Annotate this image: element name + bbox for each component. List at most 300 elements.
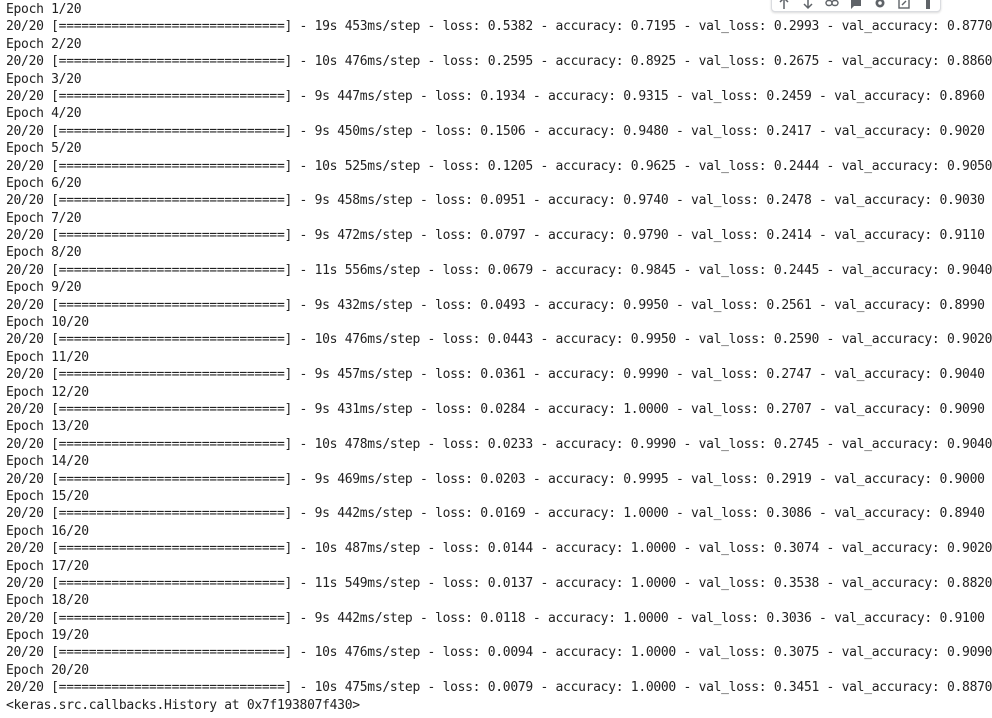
epoch-header: Epoch 7/20 <box>6 210 82 226</box>
loss-label: loss: <box>442 541 488 557</box>
val-loss-value: 0.2561 <box>766 297 812 313</box>
val-accuracy-value: 0.8990 <box>939 297 985 313</box>
val-accuracy-label: val_accuracy: <box>834 610 940 626</box>
accuracy-label: accuracy: <box>555 436 631 452</box>
val-loss-value: 0.2417 <box>766 123 812 139</box>
accuracy-value: 0.9990 <box>623 367 669 383</box>
step-time: 9s 472ms/step <box>314 228 413 244</box>
separator: - <box>292 193 315 209</box>
step-time: 10s 475ms/step <box>314 680 420 696</box>
separator: - <box>419 54 443 70</box>
separator: - <box>675 575 699 591</box>
accuracy-label: accuracy: <box>548 471 624 487</box>
separator: - <box>532 262 556 278</box>
separator: - <box>819 680 842 696</box>
separator: - <box>819 158 842 174</box>
loss-label: loss: <box>435 367 481 383</box>
val-loss-value: 0.2478 <box>766 193 812 209</box>
epoch-step-line <box>6 575 992 592</box>
val-loss-label: val_loss: <box>691 88 767 104</box>
epoch-header: Epoch 15/20 <box>6 488 89 504</box>
loss-label: loss: <box>435 610 481 626</box>
separator: - <box>292 262 315 278</box>
loss-value: 0.0951 <box>480 193 526 209</box>
accuracy-value: 0.9950 <box>623 297 669 313</box>
separator: - <box>525 471 548 487</box>
val-accuracy-value: 0.9020 <box>946 332 992 348</box>
separator: - <box>819 436 842 452</box>
epoch-step-line <box>6 262 992 279</box>
separator: - <box>419 19 443 35</box>
accuracy-value: 1.0000 <box>630 575 676 591</box>
separator: - <box>819 645 842 661</box>
val-accuracy-label: val_accuracy: <box>841 158 947 174</box>
val-accuracy-label: val_accuracy: <box>841 332 947 348</box>
accuracy-value: 1.0000 <box>630 645 676 661</box>
separator: - <box>412 610 436 626</box>
val-loss-value: 0.2459 <box>766 88 812 104</box>
val-loss-value: 0.3075 <box>773 645 820 661</box>
separator: - <box>292 575 315 591</box>
step-time: 9s 469ms/step <box>314 471 413 487</box>
separator: - <box>668 367 692 383</box>
separator: - <box>532 436 556 452</box>
progress-bar: 20/20 [==============================] <box>6 332 293 348</box>
progress-bar: 20/20 [==============================] <box>6 541 293 557</box>
separator: - <box>532 575 556 591</box>
separator: - <box>292 506 315 522</box>
separator: - <box>412 88 436 104</box>
separator: - <box>811 297 835 313</box>
separator: - <box>811 471 835 487</box>
val-accuracy-value: 0.9050 <box>946 158 992 174</box>
separator: - <box>525 610 548 626</box>
progress-bar: 20/20 [==============================] <box>6 471 293 487</box>
epoch-header: Epoch 8/20 <box>6 245 82 261</box>
step-time: 9s 457ms/step <box>314 367 413 383</box>
val-accuracy-value: 0.9040 <box>939 367 985 383</box>
val-accuracy-value: 0.9110 <box>939 228 985 244</box>
separator: - <box>412 471 436 487</box>
separator: - <box>292 54 315 70</box>
val-accuracy-label: val_accuracy: <box>841 262 947 278</box>
val-accuracy-label: val_accuracy: <box>834 88 940 104</box>
val-loss-label: val_loss: <box>691 401 767 417</box>
step-time: 9s 458ms/step <box>314 193 413 209</box>
separator: - <box>811 123 835 139</box>
loss-label: loss: <box>435 297 481 313</box>
separator: - <box>675 158 699 174</box>
loss-label: loss: <box>435 401 481 417</box>
separator: - <box>668 401 692 417</box>
separator: - <box>811 610 835 626</box>
loss-label: loss: <box>435 193 481 209</box>
epoch-step-line <box>6 540 992 557</box>
accuracy-label: accuracy: <box>548 123 624 139</box>
accuracy-label: accuracy: <box>548 297 624 313</box>
separator: - <box>412 193 436 209</box>
progress-bar: 20/20 [==============================] <box>6 19 293 35</box>
epoch-step-line <box>6 158 992 175</box>
val-accuracy-value: 0.9020 <box>939 123 985 139</box>
loss-value: 0.1205 <box>487 158 533 174</box>
result-repr: <keras.src.callbacks.History at 0x7f193807f430> <box>6 697 360 713</box>
accuracy-value: 0.7195 <box>630 19 676 35</box>
separator: - <box>532 54 556 70</box>
val-loss-label: val_loss: <box>691 610 767 626</box>
loss-value: 0.2595 <box>487 54 533 70</box>
epoch-header: Epoch 20/20 <box>6 662 89 678</box>
loss-label: loss: <box>442 332 488 348</box>
separator: - <box>419 158 443 174</box>
separator: - <box>532 645 556 661</box>
val-accuracy-value: 0.9090 <box>939 401 985 417</box>
epoch-header: Epoch 5/20 <box>6 141 82 157</box>
val-loss-value: 0.3451 <box>773 680 820 696</box>
epoch-step-line <box>6 366 985 383</box>
progress-bar: 20/20 [==============================] <box>6 506 293 522</box>
progress-bar: 20/20 [==============================] <box>6 436 293 452</box>
loss-value: 0.1934 <box>480 88 526 104</box>
separator: - <box>419 541 443 557</box>
val-accuracy-value: 0.9090 <box>946 645 992 661</box>
separator: - <box>412 401 436 417</box>
accuracy-value: 0.9740 <box>623 193 669 209</box>
val-loss-value: 0.2745 <box>773 436 820 452</box>
loss-label: loss: <box>442 19 488 35</box>
loss-label: loss: <box>442 645 488 661</box>
val-loss-label: val_loss: <box>698 680 774 696</box>
val-loss-label: val_loss: <box>691 193 767 209</box>
loss-value: 0.0361 <box>480 367 526 383</box>
val-accuracy-label: val_accuracy: <box>841 54 947 70</box>
separator: - <box>811 401 835 417</box>
val-accuracy-value: 0.9000 <box>939 471 985 487</box>
cell-output <box>6 1 992 714</box>
val-loss-value: 0.3538 <box>773 575 820 591</box>
separator: - <box>292 158 315 174</box>
val-loss-label: val_loss: <box>698 158 774 174</box>
separator: - <box>819 332 842 348</box>
step-time: 19s 453ms/step <box>314 19 420 35</box>
accuracy-value: 0.8925 <box>630 54 676 70</box>
separator: - <box>668 193 692 209</box>
val-accuracy-label: val_accuracy: <box>834 228 940 244</box>
val-loss-value: 0.2590 <box>773 332 820 348</box>
val-accuracy-label: val_accuracy: <box>834 367 940 383</box>
separator: - <box>819 54 842 70</box>
accuracy-label: accuracy: <box>555 332 631 348</box>
val-accuracy-value: 0.9040 <box>946 436 992 452</box>
loss-value: 0.0233 <box>487 436 533 452</box>
val-accuracy-label: val_accuracy: <box>834 471 940 487</box>
separator: - <box>419 575 443 591</box>
loss-value: 0.0203 <box>480 471 526 487</box>
progress-bar: 20/20 [==============================] <box>6 645 293 661</box>
val-loss-label: val_loss: <box>698 436 774 452</box>
loss-value: 0.0118 <box>480 610 526 626</box>
epoch-step-line <box>6 123 985 140</box>
val-loss-label: val_loss: <box>698 575 774 591</box>
epoch-step-line <box>6 53 992 70</box>
separator: - <box>532 332 556 348</box>
separator: - <box>811 193 835 209</box>
epoch-step-line <box>6 679 992 696</box>
separator: - <box>525 228 548 244</box>
accuracy-label: accuracy: <box>548 193 624 209</box>
epoch-step-line <box>6 297 985 314</box>
val-loss-label: val_loss: <box>691 123 767 139</box>
step-time: 9s 450ms/step <box>314 123 413 139</box>
step-time: 11s 549ms/step <box>314 575 420 591</box>
val-loss-value: 0.2445 <box>773 262 820 278</box>
epoch-header: Epoch 13/20 <box>6 419 89 435</box>
val-accuracy-label: val_accuracy: <box>841 19 947 35</box>
separator: - <box>525 367 548 383</box>
val-accuracy-label: val_accuracy: <box>834 401 940 417</box>
separator: - <box>419 680 443 696</box>
separator: - <box>532 680 556 696</box>
accuracy-label: accuracy: <box>555 19 631 35</box>
val-loss-label: val_loss: <box>691 228 767 244</box>
accuracy-label: accuracy: <box>555 680 631 696</box>
separator: - <box>412 297 436 313</box>
val-loss-value: 0.2675 <box>773 54 820 70</box>
epoch-header: Epoch 16/20 <box>6 523 89 539</box>
separator: - <box>811 367 835 383</box>
step-time: 9s 447ms/step <box>314 88 413 104</box>
step-time: 10s 476ms/step <box>314 54 420 70</box>
val-loss-label: val_loss: <box>698 541 774 557</box>
epoch-header: Epoch 3/20 <box>6 71 82 87</box>
loss-value: 0.0443 <box>487 332 533 348</box>
accuracy-value: 0.9990 <box>630 436 676 452</box>
separator: - <box>412 123 436 139</box>
val-accuracy-label: val_accuracy: <box>834 123 940 139</box>
val-accuracy-value: 0.9100 <box>939 610 985 626</box>
val-loss-value: 0.3074 <box>773 541 820 557</box>
epoch-step-line <box>6 331 992 348</box>
epoch-step-line <box>6 644 992 661</box>
separator: - <box>532 541 556 557</box>
val-loss-label: val_loss: <box>691 471 767 487</box>
separator: - <box>525 88 548 104</box>
val-loss-value: 0.2993 <box>773 19 820 35</box>
accuracy-label: accuracy: <box>548 506 624 522</box>
val-loss-label: val_loss: <box>698 262 774 278</box>
loss-value: 0.0144 <box>487 541 533 557</box>
loss-label: loss: <box>442 54 488 70</box>
accuracy-value: 1.0000 <box>623 610 669 626</box>
loss-value: 0.0679 <box>487 262 533 278</box>
epoch-step-line <box>6 88 985 105</box>
separator: - <box>668 297 692 313</box>
val-accuracy-value: 0.8770 <box>946 19 992 35</box>
val-accuracy-value: 0.8860 <box>946 54 992 70</box>
progress-bar: 20/20 [==============================] <box>6 297 293 313</box>
accuracy-value: 0.9625 <box>630 158 676 174</box>
epoch-header: Epoch 12/20 <box>6 384 89 400</box>
separator: - <box>668 506 692 522</box>
separator: - <box>675 436 699 452</box>
accuracy-label: accuracy: <box>555 262 631 278</box>
epoch-header: Epoch 2/20 <box>6 36 82 52</box>
progress-bar: 20/20 [==============================] <box>6 193 293 209</box>
accuracy-label: accuracy: <box>555 575 631 591</box>
accuracy-value: 1.0000 <box>623 506 669 522</box>
separator: - <box>525 506 548 522</box>
accuracy-value: 0.9845 <box>630 262 676 278</box>
progress-bar: 20/20 [==============================] <box>6 680 293 696</box>
separator: - <box>675 19 699 35</box>
epoch-step-line <box>6 192 985 209</box>
separator: - <box>525 123 548 139</box>
epoch-header: Epoch 4/20 <box>6 106 82 122</box>
step-time: 9s 431ms/step <box>314 401 413 417</box>
val-accuracy-value: 0.8960 <box>939 88 985 104</box>
separator: - <box>292 88 315 104</box>
val-accuracy-label: val_accuracy: <box>841 645 947 661</box>
separator: - <box>675 680 699 696</box>
val-loss-label: val_loss: <box>698 332 774 348</box>
separator: - <box>292 645 315 661</box>
separator: - <box>668 88 692 104</box>
separator: - <box>819 262 842 278</box>
step-time: 10s 476ms/step <box>314 332 420 348</box>
val-loss-label: val_loss: <box>691 297 767 313</box>
accuracy-label: accuracy: <box>555 645 631 661</box>
separator: - <box>819 541 842 557</box>
separator: - <box>412 367 436 383</box>
progress-bar: 20/20 [==============================] <box>6 262 293 278</box>
separator: - <box>419 436 443 452</box>
epoch-step-line <box>6 401 985 418</box>
val-loss-value: 0.3036 <box>766 610 812 626</box>
progress-bar: 20/20 [==============================] <box>6 575 293 591</box>
accuracy-value: 0.9950 <box>630 332 676 348</box>
separator: - <box>292 541 315 557</box>
val-accuracy-value: 0.8940 <box>939 506 985 522</box>
val-accuracy-value: 0.8870 <box>946 680 992 696</box>
separator: - <box>292 471 315 487</box>
separator: - <box>811 228 835 244</box>
epoch-header: Epoch 1/20 <box>6 2 82 17</box>
accuracy-value: 0.9995 <box>623 471 669 487</box>
loss-value: 0.0493 <box>480 297 526 313</box>
val-loss-value: 0.2414 <box>766 228 812 244</box>
val-accuracy-value: 0.9040 <box>946 262 992 278</box>
separator: - <box>412 506 436 522</box>
val-accuracy-value: 0.8820 <box>946 575 992 591</box>
loss-label: loss: <box>435 471 481 487</box>
loss-label: loss: <box>442 262 488 278</box>
epoch-step-line <box>6 505 985 522</box>
step-time: 10s 525ms/step <box>314 158 420 174</box>
progress-bar: 20/20 [==============================] <box>6 88 293 104</box>
epoch-header: Epoch 10/20 <box>6 315 89 331</box>
epoch-header: Epoch 19/20 <box>6 628 89 644</box>
separator: - <box>525 297 548 313</box>
loss-label: loss: <box>435 88 481 104</box>
loss-value: 0.1506 <box>480 123 526 139</box>
val-accuracy-label: val_accuracy: <box>841 436 947 452</box>
epoch-header: Epoch 18/20 <box>6 593 89 609</box>
separator: - <box>675 645 699 661</box>
epoch-header: Epoch 17/20 <box>6 558 89 574</box>
loss-value: 0.0094 <box>487 645 533 661</box>
separator: - <box>525 401 548 417</box>
accuracy-value: 1.0000 <box>630 541 676 557</box>
progress-bar: 20/20 [==============================] <box>6 123 293 139</box>
loss-value: 0.0079 <box>487 680 533 696</box>
separator: - <box>292 367 315 383</box>
progress-bar: 20/20 [==============================] <box>6 610 293 626</box>
separator: - <box>819 19 842 35</box>
separator: - <box>811 506 835 522</box>
progress-bar: 20/20 [==============================] <box>6 158 293 174</box>
val-accuracy-label: val_accuracy: <box>834 297 940 313</box>
val-loss-label: val_loss: <box>691 506 767 522</box>
accuracy-label: accuracy: <box>548 367 624 383</box>
val-accuracy-label: val_accuracy: <box>841 680 947 696</box>
separator: - <box>668 228 692 244</box>
separator: - <box>292 401 315 417</box>
epoch-step-line <box>6 18 992 35</box>
progress-bar: 20/20 [==============================] <box>6 401 293 417</box>
accuracy-label: accuracy: <box>555 541 631 557</box>
progress-bar: 20/20 [==============================] <box>6 54 293 70</box>
accuracy-value: 0.9315 <box>623 88 669 104</box>
separator: - <box>292 610 315 626</box>
accuracy-value: 0.9480 <box>623 123 669 139</box>
separator: - <box>292 123 315 139</box>
separator: - <box>675 332 699 348</box>
loss-label: loss: <box>442 436 488 452</box>
val-loss-label: val_loss: <box>698 645 774 661</box>
val-accuracy-value: 0.9030 <box>939 193 985 209</box>
separator: - <box>668 123 692 139</box>
val-loss-value: 0.2444 <box>773 158 820 174</box>
epoch-header: Epoch 6/20 <box>6 175 82 191</box>
val-accuracy-value: 0.9020 <box>946 541 992 557</box>
loss-label: loss: <box>442 680 488 696</box>
step-time: 9s 442ms/step <box>314 610 413 626</box>
separator: - <box>675 54 699 70</box>
separator: - <box>292 297 315 313</box>
separator: - <box>532 158 556 174</box>
loss-label: loss: <box>442 158 488 174</box>
val-loss-label: val_loss: <box>691 367 767 383</box>
loss-label: loss: <box>435 123 481 139</box>
step-time: 9s 432ms/step <box>314 297 413 313</box>
loss-value: 0.0284 <box>480 401 526 417</box>
epoch-header: Epoch 11/20 <box>6 349 89 365</box>
epoch-step-line <box>6 610 985 627</box>
epoch-step-line <box>6 471 985 488</box>
step-time: 10s 476ms/step <box>314 645 420 661</box>
loss-value: 0.5382 <box>487 19 533 35</box>
separator: - <box>819 575 842 591</box>
val-loss-value: 0.2747 <box>766 367 812 383</box>
val-accuracy-label: val_accuracy: <box>834 193 940 209</box>
val-accuracy-label: val_accuracy: <box>841 541 947 557</box>
loss-label: loss: <box>435 228 481 244</box>
loss-value: 0.0137 <box>487 575 533 591</box>
step-time: 10s 478ms/step <box>314 436 420 452</box>
separator: - <box>419 645 443 661</box>
separator: - <box>532 19 556 35</box>
separator: - <box>675 541 699 557</box>
